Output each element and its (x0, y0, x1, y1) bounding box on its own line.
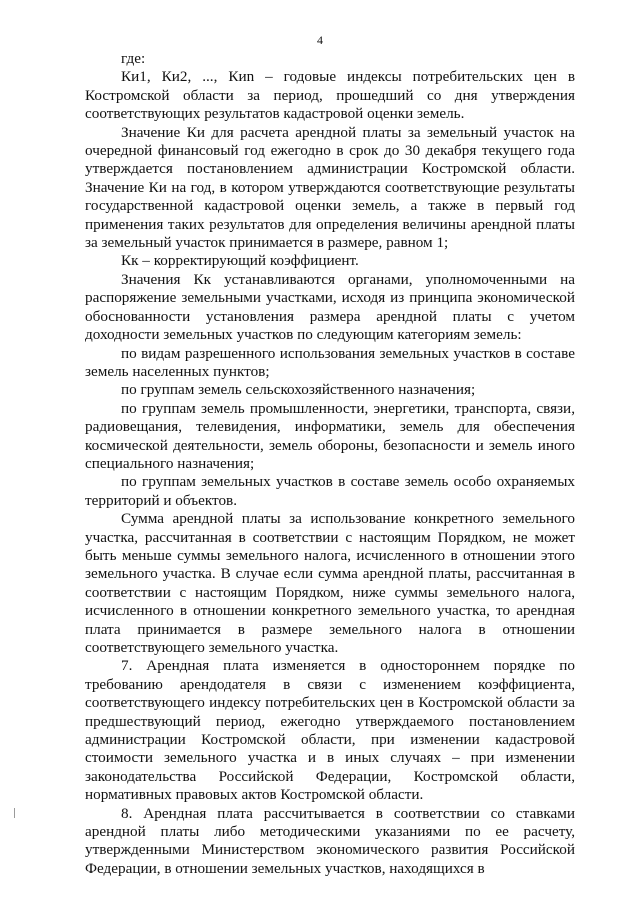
paragraph-item-7: 7. Арендная плата изменяется в одностороннем порядке по требованию арендодателя в связи с изменением коэффициента, соответствующего индексу потребительских цен в Костромской области за предшествующий период, ежегодно утверждаемого постановлением администрации Костромской области, при изменении кадастровой стоимости земельного участка и в иных случаях – при изменении законодательства Российской Федерации, Костромской области, нормативных правовых актов Костромской области. (85, 657, 575, 804)
paragraph-rent-minimum: Сумма арендной платы за использование конкретного земельного участка, рассчитанная в соответствии с настоящим Порядком, не может быть меньше суммы земельного налога, исчисленного в отношении этого земельного участка. В случае если сумма арендной платы, рассчитанная в соответствии с настоящим Порядком, ниже суммы земельного налога, исчисленного в отношении конкретного земельного участка, то арендная плата принимается в размере земельного налога в отношении соответствующего земельного участка. (85, 510, 575, 656)
paragraph-category-agricultural: по группам земель сельскохозяйственного назначения; (121, 381, 476, 399)
paragraph-category-settlements: по видам разрешенного использования земельных участков в составе земель населенных пунктов; (85, 344, 575, 380)
scan-margin-mark (14, 808, 15, 818)
paragraph-category-protected: по группам земельных участков в составе земель особо охраняемых территорий и объектов. (85, 473, 575, 509)
paragraph-kk-values: Значения Кк устанавливаются органами, уполномоченными на распоряжение земельными участками, исходя из принципа экономической обоснованности установления размера арендной платы с учетом доходности земельных участков по следующим категориям земель: (85, 270, 575, 344)
document-body (85, 50, 575, 878)
paragraph-kk-definition: Кк – корректирующий коэффициент. (121, 252, 359, 270)
paragraph-ki-value: Значение Ки для расчета арендной платы за земельный участок на очередной финансовый год ежегодно в срок до 30 декабря текущего года утверждается постановлением администрации Костромской области. Значение Ки на год, в котором утверждаются соответствующие результаты государственной кадастровой оценки земель, а также в первый год применения таких результатов для определения величины арендной платы за земельный участок принимается в размере, равном 1; (85, 123, 575, 252)
paragraph-where: где: (121, 50, 146, 67)
paragraph-item-8: 8. Арендная плата рассчитывается в соответствии со ставками арендной платы либо методическими указаниями по ее расчету, утвержденными Министерством экономического развития Российской Федерации, в отношении земельных участков, находящихся в (85, 804, 575, 877)
paragraph-category-industrial: по группам земель промышленности, энергетики, транспорта, связи, радиовещания, телевидения, информатики, земель для обеспечения космической деятельности, земель обороны, безопасности и земель иного специального назначения; (85, 399, 575, 472)
page-number: 4 (317, 33, 323, 47)
paragraph-ki-definition: Ки1, Ки2, ..., Киn – годовые индексы потребительских цен в Костромской области за период, прошедший со дня утверждения соответствующих результатов кадастровой оценки земель. (85, 68, 575, 123)
